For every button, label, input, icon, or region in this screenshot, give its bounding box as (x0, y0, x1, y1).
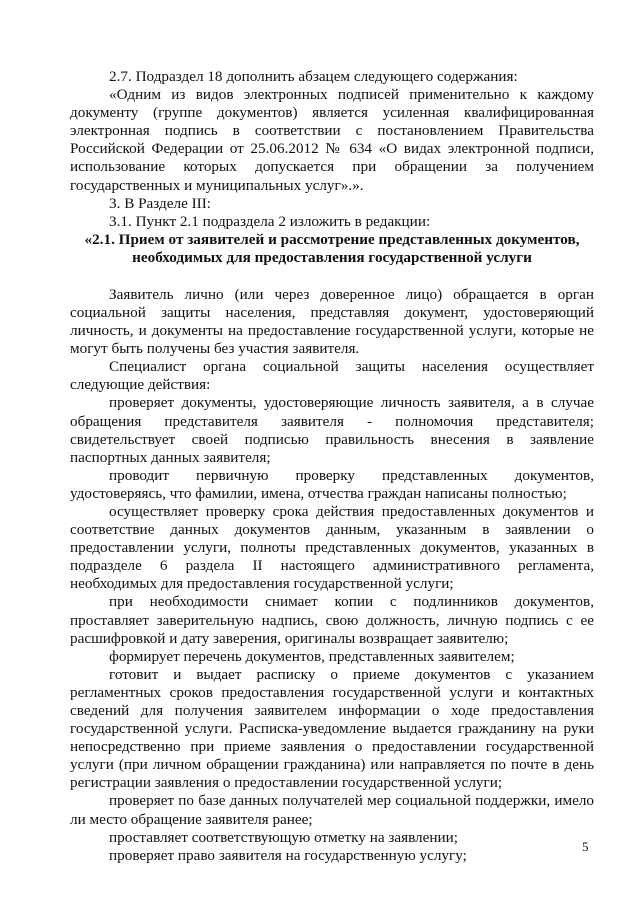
list-item-receipt: готовит и выдает расписку о приеме документов с указанием регламентных сроков предоставления государственной услуги и контактных сведений для получения заявителем информации о ходе предоставления государственной услуги. Расписка-уведомление выдается гражданину на руки непосредственно при приеме заявления о предоставлении государственной услуги (при личном обращении гражданина) или направляется по почте в день регистрации заявления о предоставлении государственной услуги; (70, 665, 594, 792)
list-item-copies: при необходимости снимает копии с подлинников документов, проставляет заверительную надпись, свою должность, личную подпись с ее расшифровкой и дату заверения, оригиналы возвращает заявителю; (70, 593, 594, 647)
section-heading-line-2: необходимых для предоставления государственной услуги (132, 249, 532, 267)
list-item-database-check: проверяет по базе данных получателей мер социальной поддержки, имело ли место обращение заявителя ранее; (70, 792, 594, 828)
paragraph-section-3: 3. В Разделе III: (109, 194, 212, 212)
page-number: 5 (582, 839, 589, 854)
list-item-document-list: формирует перечень документов, представленных заявителем; (109, 647, 515, 665)
section-heading-line-1: «2.1. Прием от заявителей и рассмотрение представленных документов, (84, 230, 580, 248)
paragraph-applicant: Заявитель лично (или через доверенное лицо) обращается в орган социальной защиты населения, представляя документ, удостоверяющий личность, и документы на предоставление государственной услуги, которые не могут быть получены без участия заявителя. (70, 285, 594, 358)
document-body (70, 68, 594, 865)
paragraph-2-7: 2.7. Подраздел 18 дополнить абзацем следующего содержания: (109, 68, 518, 85)
spacer (70, 268, 594, 286)
list-item-check-identity: проверяет документы, удостоверяющие личность заявителя, а в случае обращения представителя заявителя - полномочия представителя; свидетельствует своей подписью правильность внесения в заявление паспортных данных заявителя; (70, 394, 594, 466)
paragraph-specialist: Специалист органа социальной защиты населения осуществляет следующие действия: (70, 358, 594, 394)
paragraph-quote-signature: «Одним из видов электронных подписей применительно к каждому документу (группе документов) является усиленная квалифицированная электронная подпись в соответствии с постановлением Правительства Российской Федерации от 25.06.2012 № 634 «О видах электронной подписи, использование которых допускается при обращении за получением государственных и муниципальных услуг».». (70, 86, 594, 194)
list-item-check-right: проверяет право заявителя на государственную услугу; (109, 846, 467, 864)
section-heading (70, 231, 594, 268)
list-item-validity-check: осуществляет проверку срока действия предоставленных документов и соответствие данных документов данным, указанным в заявлении о предоставлении услуги, полноты представленных документов, указанных в подразделе 6 раздела II настоящего административного регламента, необходимых для предоставления государственной услуги; (70, 502, 594, 593)
paragraph-3-1: 3.1. Пункт 2.1 подраздела 2 изложить в редакции: (109, 212, 431, 230)
list-item-primary-check: проводит первичную проверку представленных документов, удостоверяясь, что фамилии, имена, отчества граждан написаны полностью; (70, 466, 594, 502)
list-item-mark-application: проставляет соответствующую отметку на заявлении; (109, 828, 458, 846)
